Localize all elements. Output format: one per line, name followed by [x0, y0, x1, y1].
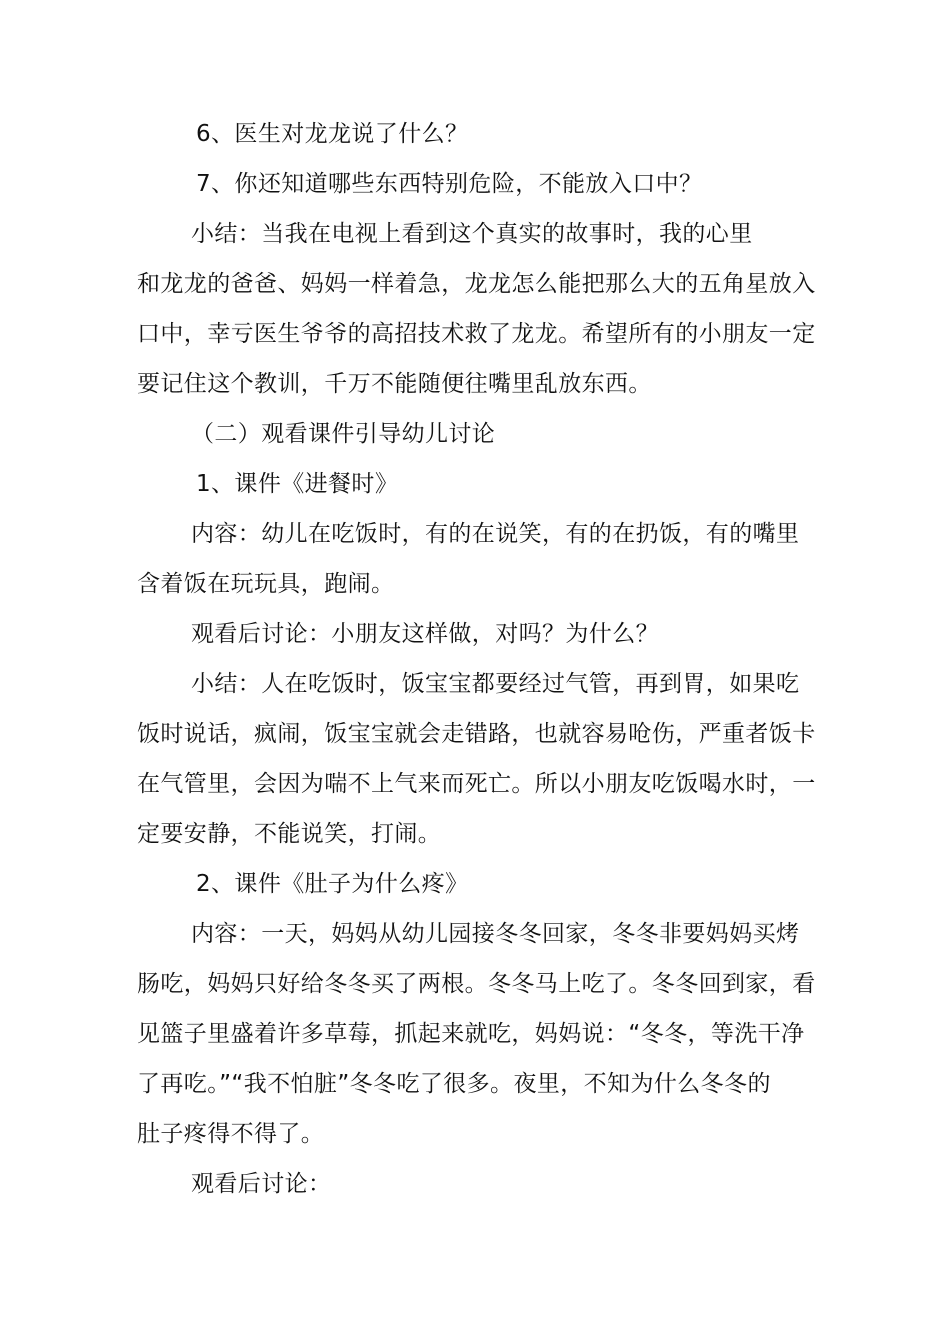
summary-2-line-4: 定要安静，不能说笑，打闹。: [137, 821, 442, 847]
content-1-line-1: 内容：幼儿在吃饭时，有的在说笑，有的在扔饭，有的嘴里: [191, 521, 800, 547]
summary-2-line-1: 小结：人在吃饭时，饭宝宝都要经过气管，再到胃，如果吃: [191, 671, 800, 697]
summary-1-line-1: 小结：当我在电视上看到这个真实的故事时，我的心里: [191, 221, 753, 247]
summary-1-line-2: 和龙龙的爸爸、妈妈一样着急，龙龙怎么能把那么大的五角星放入: [137, 271, 816, 297]
content-1-line-2: 含着饭在玩玩具，跑闹。: [137, 571, 395, 597]
courseware-2-title: 2、课件《肚子为什么疼》: [196, 871, 469, 897]
content-2-line-3: 见篮子里盛着许多草莓，抓起来就吃，妈妈说：“冬冬，等洗干净: [137, 1021, 805, 1047]
content-2-line-4: 了再吃。”“我不怕脏”冬冬吃了很多。夜里，不知为什么冬冬的: [137, 1071, 771, 1097]
content-2-line-1: 内容：一天，妈妈从幼儿园接冬冬回家，冬冬非要妈妈买烤: [191, 921, 800, 947]
question-6: 6、医生对龙龙说了什么？: [196, 121, 469, 147]
summary-2-line-2: 饭时说话，疯闹，饭宝宝就会走错路，也就容易呛伤，严重者饭卡: [137, 721, 816, 747]
question-7: 7、你还知道哪些东西特别危险，不能放入口中？: [196, 171, 703, 197]
content-2-line-2: 肠吃，妈妈只好给冬冬买了两根。冬冬马上吃了。冬冬回到家，看: [137, 971, 816, 997]
discussion-1: 观看后讨论：小朋友这样做，对吗？为什么？: [191, 621, 659, 647]
summary-2-line-3: 在气管里，会因为喘不上气来而死亡。所以小朋友吃饭喝水时，一: [137, 771, 816, 797]
discussion-2: 观看后讨论：: [191, 1171, 332, 1197]
content-2-line-5: 肚子疼得不得了。: [137, 1121, 325, 1147]
section-heading-2: （二）观看课件引导幼儿讨论: [191, 421, 496, 447]
summary-1-line-3: 口中，幸亏医生爷爷的高招技术救了龙龙。希望所有的小朋友一定: [137, 321, 816, 347]
summary-1-line-4: 要记住这个教训，千万不能随便往嘴里乱放东西。: [137, 371, 652, 397]
courseware-1-title: 1、课件《进餐时》: [196, 471, 399, 497]
